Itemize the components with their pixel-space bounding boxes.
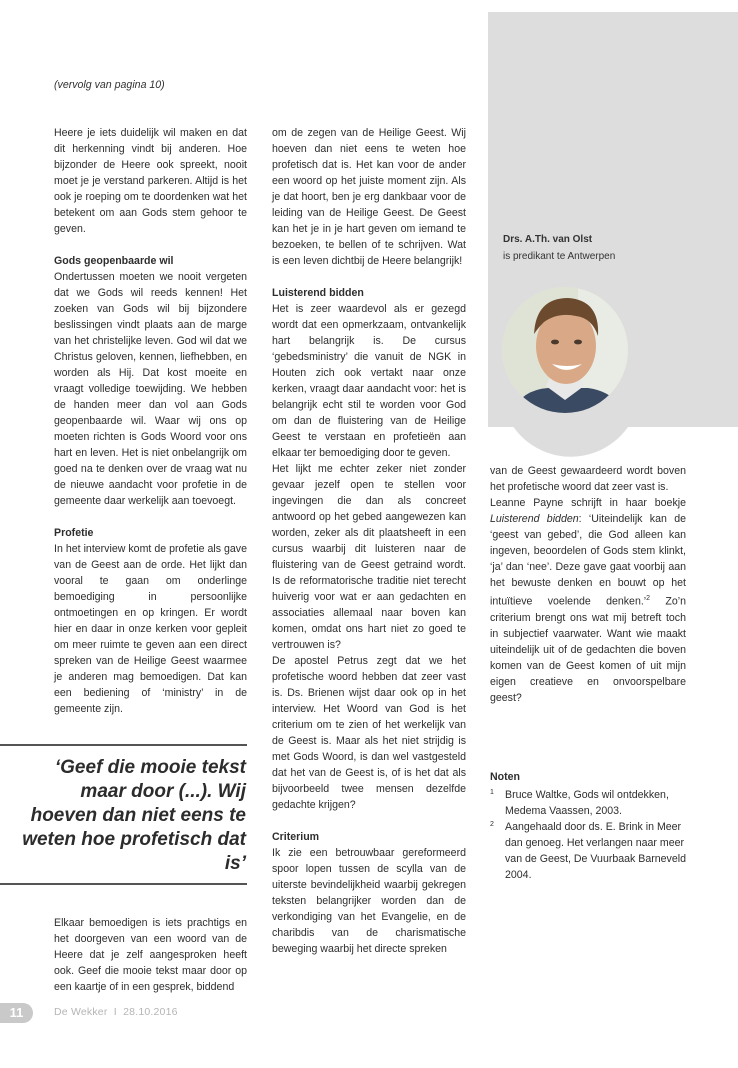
author-role: is predikant te Antwerpen — [503, 251, 616, 262]
text-run: Leanne Payne schrijft in haar boekje — [490, 497, 686, 509]
notes-list — [490, 787, 686, 883]
paragraph: Ik zie een betrouwbaar gereformeerd spoor lopen tussen de scylla van de uiterste bevindelijkheid waarbij gekregen teksten belangrijker worden dan de verkondiging van het Evangelie, en de charibdis van de charismatische beweging waarbij het directe spreken — [272, 847, 466, 955]
column-1 — [54, 125, 247, 717]
paragraph: In het interview komt de profetie als gave van de Geest aan de orde. Het lijkt dan vooral te gaan om onderlinge bemoediging in persoonlijke ontmoetingen en op kringen. Er wordt hier en daar in onze kerken voor gepleit om meer ruimte te geven aan een direct spreken van de Heilige Geest waarmee je anderen mag bemoedigen. Dat kan een bediening of ‘ministry’ in de gemeente zijn. — [54, 543, 247, 715]
paragraph: Het is zeer waardevol als er gezegd wordt dat een opmerkzaam, ontvankelijk hart belangrijk is. De cursus ‘gebedsministry’ die vanuit de NGK in Houten zich ook vertakt naar onze kerken, vraagt daar aandacht voor: het is belangrijk echt stil te worden voor God om dan de fluistering van de Heilige Geest te verstaan en profetieën aan elkaar ter bemoediging door te geven. — [272, 303, 466, 459]
page-number: 11 — [0, 1003, 33, 1023]
note-item — [490, 819, 686, 883]
section-heading: Gods geopenbaarde wil — [54, 255, 174, 267]
paragraph: van de Geest gewaardeerd wordt boven het profetische woord dat zeer vast is. — [490, 465, 686, 493]
footer-publication: De Wekker I 28.10.2016 — [54, 1006, 178, 1018]
column-1-continued — [54, 915, 247, 995]
continuation-note: (vervolg van pagina 10) — [54, 79, 165, 91]
note-item — [490, 787, 686, 819]
text-run: : ‘Uiteindelijk kan de ‘geest van gebed’, die God alleen kan ingeven, beoordelen of Gods stem klinkt, ‘ja’ dan ‘nee’. Deze gave gaat voorbij aan het bewuste denken en bouwt op het intuïtieve voelende denken.’ — [490, 513, 687, 608]
paragraph: De apostel Petrus zegt dat we het profetische woord hebben dat zeer vast is. Ds. Brienen wijst daar ook op in het interview. Het Woord van God is het criterium om te zien of het werkelijk van de Geest is. Maar als het niet strijdig is met Gods Woord, is dan wel vastgesteld dat het van de Geest is, of is het dat als bijvoorbeeld twee mensen dezelfde gedachte krijgen? — [272, 655, 466, 811]
paragraph: Het lijkt me echter zeker niet zonder gevaar jezelf open te stellen voor ingevingen die dan als concreet antwoord op het gebed aangewezen kan worden, zeker als dit plaatsheeft in een cursus waarbij dit luisteren naar de fluistering van de Geest getraind wordt. Is de reformatorische traditie niet terecht huiverig voor wat er aan gedachten en associaties allemaal naar boven kan komen, omdat ons hart niet zo goed te vertrouwen is? — [272, 463, 466, 651]
pull-quote: ‘Geef die mooie tekst maar door (...). Wij hoeven dan niet eens te weten hoe profetisch dat is’ — [22, 757, 246, 874]
note-text: Bruce Waltke, Gods wil ontdekken, Medema Vaassen, 2003. — [505, 789, 669, 817]
paragraph: Elkaar bemoedigen is iets prachtigs en het doorgeven van een woord van de Heere dat je zelf aangesproken heeft ook. Geef die mooie tekst maar door op een kaartje of in een gesprek, biddend — [54, 917, 247, 993]
pull-quote-top-rule — [0, 744, 247, 746]
paragraph: Heere je iets duidelijk wil maken en dat dit herkenning vindt bij anderen. Hoe bijzonder de Heere ook spreekt, nooit moet je je verstand parkeren. Altijd is het ook je roeping om te doordenken wat het betekent om aan Gods stem gehoor te geven. — [54, 127, 247, 235]
section-heading: Luisterend bidden — [272, 287, 364, 299]
section-heading: Criterium — [272, 831, 320, 843]
section-heading: Profetie — [54, 527, 94, 539]
text-run: Zo’n criterium brengt ons wat mij betreft toch in subjectief vaarwater. Want wie maakt uiteindelijk uit of de gedachten die boven komen van de Geest komen of uit mijn eigen creatieve en onvoorspelbare geest? — [490, 595, 686, 704]
notes-heading: Noten — [490, 771, 521, 783]
paragraph: Ondertussen moeten we nooit vergeten dat we Gods wil reeds kennen! Het zoeken van Gods wil bij bijzondere beslissingen vindt plaats aan de marge van het christelijke leven. God wil dat we Christus geloven, kennen, liefhebben, en worden als Hij. Dat kost moeite en vraagt volledige toewijding. We hebben de handen meer dan vol aan Gods geopenbaarde wil. Waar wij ons op moeten richten is Gods Woord voor ons hart en leven. Het is niet onbelangrijk om goed na te denken over de vraag wat nu de nieuwe aandacht voor profetie in de gemeente daar werkelijk aan toevoegt. — [54, 271, 247, 507]
pull-quote-bottom-rule — [0, 883, 247, 885]
note-number: 1 — [490, 789, 494, 796]
column-2 — [272, 125, 466, 957]
book-title: Luisterend bidden — [490, 513, 579, 525]
paragraph — [490, 495, 686, 706]
column-3 — [490, 463, 686, 706]
author-name: Drs. A.Th. van Olst — [503, 234, 593, 245]
note-number: 2 — [490, 821, 494, 828]
paragraph: om de zegen van de Heilige Geest. Wij hoeven dan niet eens te weten hoe profetisch dat is. Het kan voor de ander een woord op het juiste moment zijn. Als je dat hoort, ben je erg dankbaar voor de leiding van de Heilige Geest. De Geest kan het je in je hart geven om iemand te bezoeken, te bellen of te schrijven. Wat is een leven dichtbij de Heere belangrijk! — [272, 127, 466, 267]
note-text: Aangehaald door ds. E. Brink in Meer dan genoeg. Het verlangen naar meer van de Geest, De Vuurbaak Barneveld 2004. — [505, 821, 686, 881]
footnote-ref: 2 — [646, 595, 651, 602]
